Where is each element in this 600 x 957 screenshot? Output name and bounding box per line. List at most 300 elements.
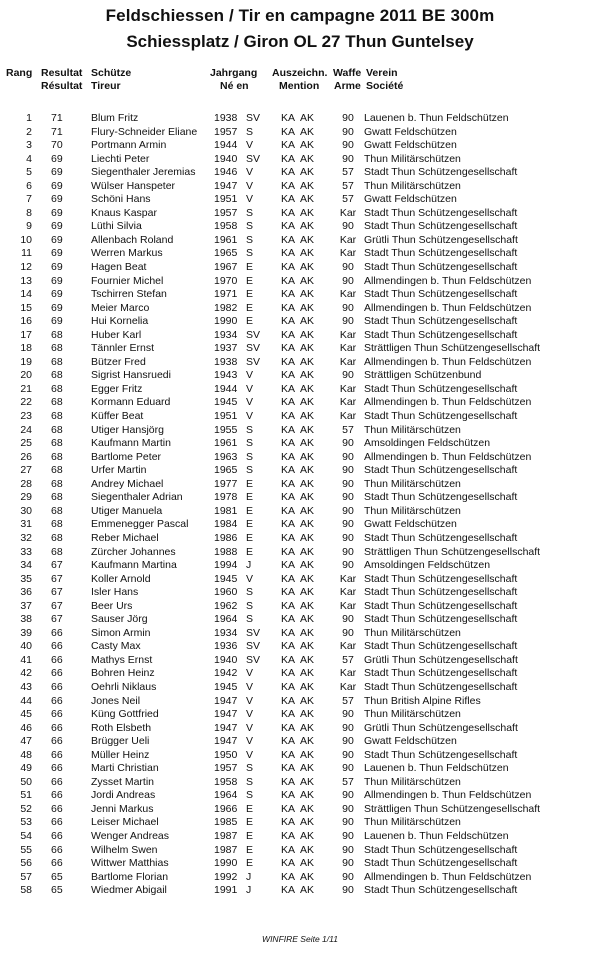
award-ak-cell: AK xyxy=(300,545,315,558)
year-cell: 1982 xyxy=(214,301,238,314)
award-ak-cell: AK xyxy=(300,572,315,585)
table-row xyxy=(0,749,600,763)
award-ak-cell: AK xyxy=(300,382,315,395)
year-cell: 1946 xyxy=(214,166,238,179)
club-cell: Stadt Thun Schützengesellschaft xyxy=(364,586,518,599)
table-row xyxy=(0,559,600,573)
shooter-cell: Kaufmann Martina xyxy=(91,559,177,572)
result-cell: 67 xyxy=(51,613,63,626)
category-cell: S xyxy=(246,599,254,612)
category-cell: V xyxy=(246,735,254,748)
club-cell: Thun Militärschützen xyxy=(364,708,461,721)
table-row xyxy=(0,180,600,194)
rank-cell: 13 xyxy=(20,274,32,287)
rank-cell: 4 xyxy=(26,152,32,165)
header-club-fr: Société xyxy=(366,80,404,92)
rank-cell: 17 xyxy=(20,328,32,341)
result-cell: 66 xyxy=(51,721,63,734)
result-cell: 67 xyxy=(51,559,63,572)
award-ka-cell: KA xyxy=(281,640,296,653)
table-row xyxy=(0,762,600,776)
weapon-cell: 90 xyxy=(342,112,354,124)
year-cell: 1947 xyxy=(214,735,238,748)
header-shooter xyxy=(91,67,131,93)
shooter-cell: Kaufmann Martin xyxy=(91,437,171,450)
weapon-cell: Kar xyxy=(339,572,357,585)
club-cell: Thun British Alpine Rifles xyxy=(364,694,481,707)
header-year-de: Jahrgang xyxy=(210,67,258,79)
shooter-cell: Werren Markus xyxy=(91,247,163,260)
award-ak-cell: AK xyxy=(300,274,315,287)
award-ak-cell: AK xyxy=(300,396,315,409)
weapon-cell: 90 xyxy=(342,301,354,314)
year-cell: 1986 xyxy=(214,531,238,544)
table-row xyxy=(0,505,600,519)
category-cell: SV xyxy=(246,626,261,639)
category-cell: SV xyxy=(246,355,261,368)
award-ka-cell: KA xyxy=(281,112,296,124)
category-cell: E xyxy=(246,315,254,328)
weapon-cell: 90 xyxy=(342,613,354,626)
club-cell: Allmendingen b. Thun Feldschützen xyxy=(364,274,532,287)
weapon-cell: 90 xyxy=(342,152,354,165)
award-ak-cell: AK xyxy=(300,233,315,246)
header-club-de: Verein xyxy=(366,67,398,79)
award-ak-cell: AK xyxy=(300,762,315,775)
shooter-cell: Jones Neil xyxy=(91,694,141,707)
table-row xyxy=(0,437,600,451)
year-cell: 1947 xyxy=(214,179,238,192)
year-cell: 1943 xyxy=(214,369,238,382)
year-cell: 1962 xyxy=(214,599,238,612)
shooter-cell: Küffer Beat xyxy=(91,410,144,423)
award-ak-cell: AK xyxy=(300,816,315,829)
year-cell: 1942 xyxy=(214,667,238,680)
category-cell: E xyxy=(246,829,254,842)
weapon-cell: 57 xyxy=(342,653,354,666)
header-award-fr: Mention xyxy=(279,80,320,92)
year-cell: 1971 xyxy=(214,288,238,301)
result-cell: 66 xyxy=(51,829,63,842)
result-cell: 69 xyxy=(51,206,63,219)
results-table xyxy=(0,112,600,898)
rank-cell: 19 xyxy=(20,355,32,368)
weapon-cell: Kar xyxy=(339,382,357,395)
header-rank-label: Rang xyxy=(6,67,33,79)
rank-cell: 50 xyxy=(20,775,32,788)
award-ka-cell: KA xyxy=(281,870,296,883)
rank-cell: 32 xyxy=(20,531,32,544)
category-cell: V xyxy=(246,748,254,761)
table-row xyxy=(0,491,600,505)
award-ka-cell: KA xyxy=(281,531,296,544)
rank-cell: 25 xyxy=(20,437,32,450)
table-row xyxy=(0,356,600,370)
weapon-cell: Kar xyxy=(339,328,357,341)
shooter-cell: Utiger Hansjörg xyxy=(91,423,164,436)
weapon-cell: 90 xyxy=(342,464,354,477)
category-cell: V xyxy=(246,139,254,152)
award-ak-cell: AK xyxy=(300,193,315,206)
table-row xyxy=(0,234,600,248)
weapon-cell: 90 xyxy=(342,450,354,463)
table-row xyxy=(0,139,600,153)
weapon-cell: 57 xyxy=(342,166,354,179)
rank-cell: 49 xyxy=(20,762,32,775)
shooter-cell: Allenbach Roland xyxy=(91,233,174,246)
club-cell: Thun Militärschützen xyxy=(364,816,461,829)
table-row xyxy=(0,681,600,695)
year-cell: 1966 xyxy=(214,802,238,815)
weapon-cell: 90 xyxy=(342,748,354,761)
category-cell: V xyxy=(246,369,254,382)
weapon-cell: 90 xyxy=(342,708,354,721)
weapon-cell: 90 xyxy=(342,735,354,748)
table-row xyxy=(0,803,600,817)
club-cell: Allmendingen b. Thun Feldschützen xyxy=(364,450,532,463)
award-ka-cell: KA xyxy=(281,274,296,287)
category-cell: V xyxy=(246,721,254,734)
award-ka-cell: KA xyxy=(281,518,296,531)
category-cell: SV xyxy=(246,640,261,653)
table-row xyxy=(0,586,600,600)
award-ak-cell: AK xyxy=(300,870,315,883)
shooter-cell: Wittwer Matthias xyxy=(91,857,169,870)
club-cell: Amsoldingen Feldschützen xyxy=(364,559,491,572)
rank-cell: 24 xyxy=(20,423,32,436)
weapon-cell: 90 xyxy=(342,802,354,815)
shooter-cell: Reber Michael xyxy=(91,531,159,544)
result-cell: 68 xyxy=(51,423,63,436)
result-cell: 69 xyxy=(51,152,63,165)
weapon-cell: 90 xyxy=(342,829,354,842)
rank-cell: 23 xyxy=(20,410,32,423)
category-cell: V xyxy=(246,667,254,680)
result-cell: 66 xyxy=(51,775,63,788)
category-cell: S xyxy=(246,613,254,626)
award-ak-cell: AK xyxy=(300,152,315,165)
table-row xyxy=(0,329,600,343)
award-ka-cell: KA xyxy=(281,599,296,612)
year-cell: 1945 xyxy=(214,680,238,693)
rank-cell: 43 xyxy=(20,680,32,693)
table-row xyxy=(0,383,600,397)
result-cell: 66 xyxy=(51,762,63,775)
award-ka-cell: KA xyxy=(281,667,296,680)
year-cell: 1978 xyxy=(214,491,238,504)
rank-cell: 45 xyxy=(20,708,32,721)
rank-cell: 42 xyxy=(20,667,32,680)
shooter-cell: Mathys Ernst xyxy=(91,653,153,666)
shooter-cell: Lüthi Silvia xyxy=(91,220,142,233)
rank-cell: 20 xyxy=(20,369,32,382)
rank-cell: 27 xyxy=(20,464,32,477)
table-row xyxy=(0,830,600,844)
table-row xyxy=(0,708,600,722)
category-cell: E xyxy=(246,518,254,531)
category-cell: S xyxy=(246,775,254,788)
weapon-cell: 90 xyxy=(342,315,354,328)
award-ak-cell: AK xyxy=(300,220,315,233)
shooter-cell: Jordi Andreas xyxy=(91,789,156,802)
result-cell: 68 xyxy=(51,410,63,423)
result-cell: 68 xyxy=(51,382,63,395)
weapon-cell: 90 xyxy=(342,843,354,856)
award-ka-cell: KA xyxy=(281,193,296,206)
result-cell: 69 xyxy=(51,261,63,274)
year-cell: 1964 xyxy=(214,789,238,802)
year-cell: 1977 xyxy=(214,477,238,490)
shooter-cell: Andrey Michael xyxy=(91,477,164,490)
club-cell: Stadt Thun Schützengesellschaft xyxy=(364,843,518,856)
award-ka-cell: KA xyxy=(281,166,296,179)
header-result xyxy=(41,67,82,93)
result-cell: 66 xyxy=(51,802,63,815)
club-cell: Gwatt Feldschützen xyxy=(364,125,457,138)
year-cell: 1940 xyxy=(214,653,238,666)
weapon-cell: Kar xyxy=(339,667,357,680)
weapon-cell: 90 xyxy=(342,721,354,734)
award-ka-cell: KA xyxy=(281,139,296,152)
weapon-cell: 90 xyxy=(342,261,354,274)
award-ak-cell: AK xyxy=(300,369,315,382)
category-cell: S xyxy=(246,247,254,260)
club-cell: Stadt Thun Schützengesellschaft xyxy=(364,261,518,274)
weapon-cell: Kar xyxy=(339,640,357,653)
weapon-cell: Kar xyxy=(339,247,357,260)
shooter-cell: Urfer Martin xyxy=(91,464,147,477)
table-row xyxy=(0,695,600,709)
category-cell: S xyxy=(246,586,254,599)
weapon-cell: 90 xyxy=(342,518,354,531)
result-cell: 68 xyxy=(51,437,63,450)
year-cell: 1987 xyxy=(214,843,238,856)
category-cell: V xyxy=(246,193,254,206)
year-cell: 1945 xyxy=(214,572,238,585)
category-cell: E xyxy=(246,477,254,490)
shooter-cell: Portmann Armin xyxy=(91,139,167,152)
club-cell: Stadt Thun Schützengesellschaft xyxy=(364,748,518,761)
shooter-cell: Wenger Andreas xyxy=(91,829,170,842)
award-ka-cell: KA xyxy=(281,816,296,829)
weapon-cell: Kar xyxy=(339,396,357,409)
category-cell: E xyxy=(246,288,254,301)
rank-cell: 12 xyxy=(20,261,32,274)
award-ak-cell: AK xyxy=(300,301,315,314)
year-cell: 1957 xyxy=(214,125,238,138)
club-cell: Allmendingen b. Thun Feldschützen xyxy=(364,355,532,368)
shooter-cell: Knaus Kaspar xyxy=(91,206,157,219)
shooter-cell: Wilhelm Swen xyxy=(91,843,158,856)
document-title: Feldschiessen / Tir en campagne 2011 BE 300m xyxy=(105,6,495,25)
weapon-cell: 90 xyxy=(342,762,354,775)
award-ka-cell: KA xyxy=(281,342,296,355)
rank-cell: 11 xyxy=(21,247,32,260)
award-ak-cell: AK xyxy=(300,477,315,490)
result-cell: 69 xyxy=(51,220,63,233)
table-row xyxy=(0,424,600,438)
year-cell: 1951 xyxy=(214,410,238,423)
club-cell: Thun Militärschützen xyxy=(364,179,461,192)
table-row xyxy=(0,722,600,736)
category-cell: V xyxy=(246,572,254,585)
table-row xyxy=(0,410,600,424)
award-ka-cell: KA xyxy=(281,288,296,301)
year-cell: 1967 xyxy=(214,261,238,274)
shooter-cell: Meier Marco xyxy=(91,301,150,314)
award-ka-cell: KA xyxy=(281,437,296,450)
result-cell: 70 xyxy=(51,139,63,152)
award-ak-cell: AK xyxy=(300,166,315,179)
rank-cell: 51 xyxy=(20,789,32,802)
table-row xyxy=(0,478,600,492)
award-ak-cell: AK xyxy=(300,680,315,693)
weapon-cell: 90 xyxy=(342,857,354,870)
award-ka-cell: KA xyxy=(281,301,296,314)
award-ka-cell: KA xyxy=(281,694,296,707)
rank-cell: 35 xyxy=(20,572,32,585)
rank-cell: 18 xyxy=(20,342,32,355)
award-ka-cell: KA xyxy=(281,206,296,219)
rank-cell: 52 xyxy=(20,802,32,815)
weapon-cell: 90 xyxy=(342,220,354,233)
shooter-cell: Blum Fritz xyxy=(91,112,139,124)
award-ka-cell: KA xyxy=(281,721,296,734)
year-cell: 1961 xyxy=(214,437,238,450)
category-cell: J xyxy=(246,884,252,897)
rank-cell: 26 xyxy=(20,450,32,463)
club-cell: Thun Militärschützen xyxy=(364,775,461,788)
weapon-cell: 90 xyxy=(342,789,354,802)
result-cell: 68 xyxy=(51,491,63,504)
result-cell: 66 xyxy=(51,626,63,639)
club-cell: Stadt Thun Schützengesellschaft xyxy=(364,884,518,897)
table-row xyxy=(0,789,600,803)
weapon-cell: 57 xyxy=(342,694,354,707)
table-row xyxy=(0,627,600,641)
weapon-cell: Kar xyxy=(339,342,357,355)
category-cell: V xyxy=(246,694,254,707)
award-ka-cell: KA xyxy=(281,559,296,572)
table-row xyxy=(0,844,600,858)
category-cell: V xyxy=(246,680,254,693)
club-cell: Stadt Thun Schützengesellschaft xyxy=(364,410,518,423)
weapon-cell: Kar xyxy=(339,586,357,599)
category-cell: E xyxy=(246,545,254,558)
club-cell: Stadt Thun Schützengesellschaft xyxy=(364,166,518,179)
award-ak-cell: AK xyxy=(300,721,315,734)
year-cell: 1990 xyxy=(214,857,238,870)
club-cell: Thun Militärschützen xyxy=(364,626,461,639)
year-cell: 1947 xyxy=(214,708,238,721)
year-cell: 1987 xyxy=(214,829,238,842)
award-ak-cell: AK xyxy=(300,355,315,368)
table-row xyxy=(0,369,600,383)
year-cell: 1937 xyxy=(214,342,238,355)
club-cell: Allmendingen b. Thun Feldschützen xyxy=(364,789,532,802)
award-ka-cell: KA xyxy=(281,450,296,463)
category-cell: S xyxy=(246,423,254,436)
result-cell: 66 xyxy=(51,640,63,653)
club-cell: Amsoldingen Feldschützen xyxy=(364,437,491,450)
category-cell: E xyxy=(246,261,254,274)
header-year-fr: Né en xyxy=(220,80,249,92)
result-cell: 71 xyxy=(51,125,63,138)
table-row xyxy=(0,735,600,749)
weapon-cell: 90 xyxy=(342,884,354,897)
shooter-cell: Kormann Eduard xyxy=(91,396,171,409)
club-cell: Allmendingen b. Thun Feldschützen xyxy=(364,870,532,883)
club-cell: Stadt Thun Schützengesellschaft xyxy=(364,328,518,341)
award-ka-cell: KA xyxy=(281,261,296,274)
shooter-cell: Marti Christian xyxy=(91,762,159,775)
table-row xyxy=(0,816,600,830)
award-ak-cell: AK xyxy=(300,829,315,842)
award-ak-cell: AK xyxy=(300,559,315,572)
club-cell: Stadt Thun Schützengesellschaft xyxy=(364,464,518,477)
rank-cell: 57 xyxy=(20,870,32,883)
year-cell: 1957 xyxy=(214,206,238,219)
award-ka-cell: KA xyxy=(281,775,296,788)
year-cell: 1958 xyxy=(214,220,238,233)
header-result-fr: Résultat xyxy=(41,80,83,92)
year-cell: 1944 xyxy=(214,139,238,152)
table-row xyxy=(0,207,600,221)
award-ak-cell: AK xyxy=(300,708,315,721)
table-row xyxy=(0,573,600,587)
weapon-cell: Kar xyxy=(339,206,357,219)
award-ak-cell: AK xyxy=(300,112,315,124)
award-ka-cell: KA xyxy=(281,789,296,802)
award-ka-cell: KA xyxy=(281,220,296,233)
club-cell: Gwatt Feldschützen xyxy=(364,518,457,531)
award-ak-cell: AK xyxy=(300,884,315,897)
shooter-cell: Oehrli Niklaus xyxy=(91,680,157,693)
category-cell: SV xyxy=(246,653,261,666)
award-ak-cell: AK xyxy=(300,599,315,612)
club-cell: Strättligen Thun Schützengesellschaft xyxy=(364,342,541,355)
shooter-cell: Liechti Peter xyxy=(91,152,150,165)
weapon-cell: 57 xyxy=(342,775,354,788)
category-cell: J xyxy=(246,870,252,883)
table-row xyxy=(0,302,600,316)
award-ka-cell: KA xyxy=(281,626,296,639)
award-ak-cell: AK xyxy=(300,789,315,802)
rank-cell: 53 xyxy=(20,816,32,829)
table-row xyxy=(0,871,600,885)
year-cell: 1958 xyxy=(214,775,238,788)
result-cell: 66 xyxy=(51,816,63,829)
shooter-cell: Bohren Heinz xyxy=(91,667,155,680)
club-cell: Strättligen Thun Schützengesellschaft xyxy=(364,802,541,815)
rank-cell: 2 xyxy=(26,125,32,138)
award-ka-cell: KA xyxy=(281,545,296,558)
shooter-cell: Tschirren Stefan xyxy=(91,288,167,301)
year-cell: 1984 xyxy=(214,518,238,531)
category-cell: V xyxy=(246,708,254,721)
shooter-cell: Siegenthaler Adrian xyxy=(91,491,183,504)
result-cell: 68 xyxy=(51,477,63,490)
category-cell: E xyxy=(246,531,254,544)
table-row xyxy=(0,275,600,289)
rank-cell: 22 xyxy=(20,396,32,409)
rank-cell: 8 xyxy=(26,206,32,219)
shooter-cell: Huber Karl xyxy=(91,328,142,341)
result-cell: 66 xyxy=(51,857,63,870)
weapon-cell: 57 xyxy=(342,179,354,192)
result-cell: 67 xyxy=(51,586,63,599)
rank-cell: 54 xyxy=(20,829,32,842)
